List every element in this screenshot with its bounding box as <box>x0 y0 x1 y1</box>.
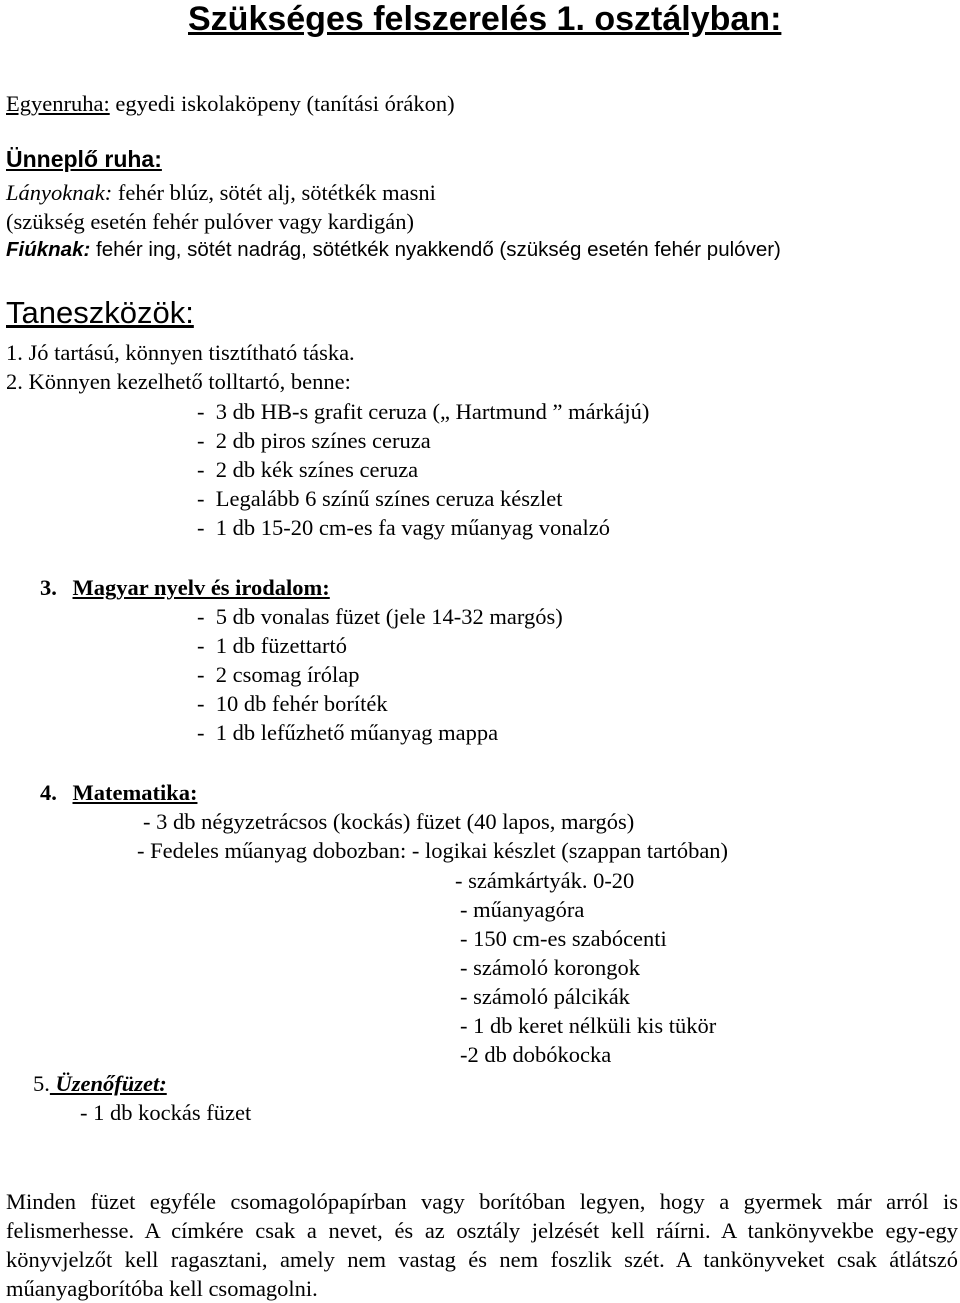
math-box-item: - számkártyák. 0-20 <box>455 868 635 893</box>
girls-line <box>6 182 436 205</box>
tools-item-1: 1. Jó tartású, könnyen tisztítható táska. <box>6 340 355 365</box>
uniform-label: Egyenruha: <box>6 91 110 116</box>
math-box-item: - 1 db keret nélküli kis tükör <box>460 1013 717 1038</box>
item-3-number: 3. <box>40 575 57 600</box>
pencilcase-item: - 1 db 15-20 cm-es fa vagy műanyag vonalzó <box>197 515 611 540</box>
math-box-item: - 150 cm-es szabócenti <box>460 926 667 951</box>
festive-heading: Ünneplő ruha: <box>6 146 162 172</box>
language-item: - 10 db fehér boríték <box>197 691 388 716</box>
math-box-item: - műanyagóra <box>460 897 585 922</box>
message-book-item: - 1 db kockás füzet <box>80 1100 252 1125</box>
math-box-item: -2 db dobókocka <box>460 1042 612 1067</box>
item-4-number: 4. <box>40 780 57 805</box>
item-4-heading <box>40 782 197 805</box>
pencilcase-item: - 2 db kék színes ceruza <box>197 457 419 482</box>
item-3-label: Magyar nyelv és irodalom: <box>72 575 330 600</box>
math-item: - 3 db négyzetrácsos (kockás) füzet (40 lapos, margós) <box>143 809 635 834</box>
pencilcase-item: - Legalább 6 színű színes ceruza készlet <box>197 486 563 511</box>
page-title: Szükséges felszerelés 1. osztályban: <box>188 0 782 38</box>
pencilcase-item: - 3 db HB-s grafit ceruza („ Hartmund ” márkájú) <box>197 399 650 424</box>
item-5-label: Üzenőfüzet: <box>49 1071 167 1096</box>
footer-note: Minden füzet egyféle csomagolópapírban vagy borítóban legyen, hogy a gyermek már arról is felismerhesse. A címkére csak a nevet, és az osztály jelzését kell ráírni. A tankönyvekbe egy-egy könyvjelzőt kell ragasztani, amely nem vastag és nem foszlik szét. A tankönyveket csak átlátszó műanyagborítóba kell csomagolni. <box>6 1189 958 1301</box>
girls-note: (szükség esetén fehér pulóver vagy kardigán) <box>6 209 414 234</box>
language-item: - 1 db füzettartó <box>197 633 347 658</box>
item-4-label: Matematika: <box>72 780 198 805</box>
tools-item-2-title: 2. Könnyen kezelhető tolltartó, benne: <box>6 369 351 394</box>
girls-label: Lányoknak: <box>6 180 113 205</box>
item-5-number: 5. <box>33 1071 50 1096</box>
pencilcase-item: - 2 db piros színes ceruza <box>197 428 431 453</box>
item-5-heading <box>33 1073 167 1096</box>
math-box-item: - számoló korongok <box>460 955 640 980</box>
uniform-text: egyedi iskolaköpeny (tanítási órákon) <box>109 91 455 116</box>
language-item: - 2 csomag írólap <box>197 662 360 687</box>
boys-label: Fiúknak: <box>6 238 91 261</box>
uniform-line <box>6 93 455 116</box>
math-box-item: - számoló pálcikák <box>460 984 630 1009</box>
language-item: - 5 db vonalas füzet (jele 14-32 margós) <box>197 604 563 629</box>
language-item: - 1 db lefűzhető műanyag mappa <box>197 720 499 745</box>
girls-text: fehér blúz, sötét alj, sötétkék masni <box>112 180 436 205</box>
boys-text: fehér ing, sötét nadrág, sötétkék nyakkendő (szükség esetén fehér pulóver) <box>90 238 781 261</box>
item-3-heading <box>40 577 330 600</box>
math-item: - Fedeles műanyag dobozban: - logikai készlet (szappan tartóban) <box>137 838 729 863</box>
tools-heading: Taneszközök: <box>6 295 194 330</box>
boys-line <box>6 240 781 261</box>
